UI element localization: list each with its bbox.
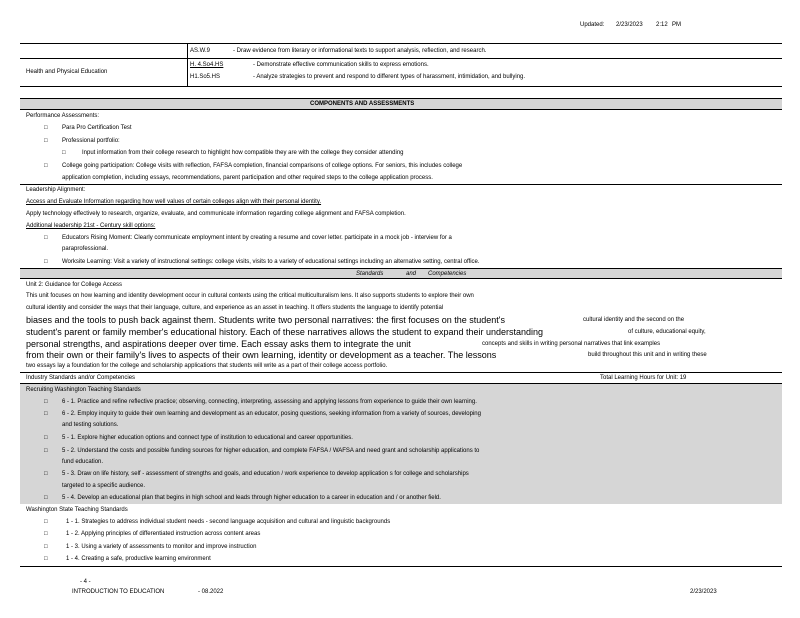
leadership-line: Access and Evaluate Information regarding how well values of certain colleges align with their personal identity. <box>26 199 322 205</box>
standard-code: AS.W.9 <box>190 48 211 54</box>
bullet-icon: □ <box>44 235 48 241</box>
table-rule <box>20 58 782 59</box>
table-rule <box>20 86 782 87</box>
unit-paragraph: concepts and skills in writing personal narratives that link examples <box>482 341 661 347</box>
list-subitem: Input information from their college research to highlight how compatible they are with the college they consider attending <box>82 150 404 156</box>
standard-item: 6 - 1. Practice and refine reflective practice; observing, connecting, interpreting, assessing and applying lessons from experience to guide their own learning. <box>62 399 477 405</box>
unit-paragraph: This unit focuses on how learning and identity development occur in cultural contexts using the critical multiculturalism lens. It also supports students to explore their own <box>26 293 474 299</box>
standard-code: H. 4.So4.HS <box>190 62 224 68</box>
section-title: and <box>406 271 417 277</box>
section-rule <box>20 372 782 373</box>
performance-heading: Performance Assessments: <box>26 113 100 119</box>
bullet-icon: □ <box>44 399 48 405</box>
standard-item-continued: targeted to a specific audience. <box>62 483 146 489</box>
unit-paragraph-large: personal strengths, and aspirations deeper over time. Each essay asks them to integrate the unit <box>26 339 411 349</box>
updated-date: 2/23/2023 <box>616 22 643 28</box>
bullet-icon: □ <box>44 519 48 525</box>
list-item: Professional portfolio: <box>62 138 120 144</box>
leadership-line: Apply technology effectively to research, organize, evaluate, and communicate information regarding college alignment and FAFSA completion. <box>26 211 406 217</box>
unit-paragraph: cultural identity and consider the ways that their language, culture, and experience as an asset in teaching. It offers students the language to identify potential <box>26 305 444 311</box>
section-title: COMPONENTS AND ASSESSMENTS <box>310 101 415 107</box>
section-rule <box>20 268 782 269</box>
standard-item: 1 - 1. Strategies to address individual student needs - second language acquisition and cultural and linguistic backgrounds <box>66 519 391 525</box>
bullet-icon: □ <box>44 163 48 169</box>
unit-paragraph: two essays lay a foundation for the college and scholarship applications that students will write as a part of their college access portfolio. <box>26 363 388 369</box>
total-hours: Total Learning Hours for Unit: 19 <box>600 375 687 381</box>
bullet-icon: □ <box>62 150 66 156</box>
subject-label: Health and Physical Education <box>26 69 108 75</box>
updated-time: 2:12 <box>656 22 668 28</box>
list-item: Educators Rising Moment: Clearly communicate employment intent by creating a resume and cover letter. participate in a mock job - interview for a <box>62 235 452 241</box>
standard-item: 5 - 2. Understand the costs and possible funding sources for higher education, and complete FAFSA / WAFSA and need grant and scholarship applications to <box>62 448 480 454</box>
section-bar <box>20 268 782 278</box>
updated-label: Updated: <box>580 22 605 28</box>
unit-title: Unit 2: Guidance for College Access <box>26 282 123 288</box>
unit-paragraph: build throughout this unit and in writing these <box>588 352 707 358</box>
table-divider <box>187 43 188 86</box>
washington-heading: Washington State Teaching Standards <box>26 507 128 513</box>
bullet-icon: □ <box>44 138 48 144</box>
list-item: Para Pro Certification Test <box>62 125 132 131</box>
section-rule <box>20 278 782 279</box>
list-item-continued: application completion, including essays, recommendations, parent participation and other required steps to the college application process. <box>62 175 433 181</box>
standard-item: 5 - 3. Draw on life history, self - assessment of strengths and goals, and education / work experience to develop application s for college and scholarships <box>62 471 469 477</box>
standard-item-continued: and testing solutions. <box>62 422 119 428</box>
industry-heading: Industry Standards and/or Competencies <box>26 375 136 381</box>
section-title: Standards <box>356 271 384 277</box>
standard-item: 1 - 4. Creating a safe, productive learning environment <box>66 556 211 562</box>
recruiting-heading: Recruiting Washington Teaching Standards <box>26 387 141 393</box>
standard-item-continued: fund education. <box>62 459 104 465</box>
section-rule <box>20 184 782 185</box>
table-rule <box>20 43 782 44</box>
standard-item: 1 - 2. Applying principles of differentiated instruction across content areas <box>66 531 261 537</box>
bullet-icon: □ <box>44 471 48 477</box>
bullet-icon: □ <box>44 495 48 501</box>
bullet-icon: □ <box>44 411 48 417</box>
standard-text: - Draw evidence from literary or informational texts to support analysis, reflection, and research. <box>233 48 487 54</box>
footer-course: INTRODUCTION TO EDUCATION <box>72 589 165 595</box>
section-title: Competencies <box>428 271 467 277</box>
unit-paragraph: of culture, educational equity, <box>628 329 706 335</box>
unit-paragraph-large: student's parent or family member's educational history. Each of these narratives allows the student to expand their understanding <box>26 327 544 337</box>
standard-code: H1.So5.HS <box>190 74 221 80</box>
leadership-line: Additional leadership 21st - Century skill options: <box>26 223 156 229</box>
unit-paragraph-large: from their own or their family's lives to aspects of their own learning, identity or development as a teacher. The lessons <box>26 350 497 360</box>
footer-version: - 08.2022 <box>198 589 224 595</box>
standard-item: 5 - 1. Explore higher education options and connect type of institution to educational and career opportunities. <box>62 435 353 441</box>
list-item: College going participation: College visits with reflection, FAFSA completion, financial comparisons of college options. For seniors, this includes college <box>62 163 463 169</box>
bullet-icon: □ <box>44 435 48 441</box>
bullet-icon: □ <box>44 125 48 131</box>
bullet-icon: □ <box>44 259 48 265</box>
updated-ampm: PM <box>672 22 681 28</box>
unit-paragraph-large: biases and the tools to push back against them. Students write two personal narratives: the first focuses on the student's <box>26 315 505 325</box>
footer-date: 2/23/2023 <box>690 589 717 595</box>
page-number: - 4 - <box>80 579 91 585</box>
section-rule <box>20 566 782 567</box>
standard-item: 6 - 2. Employ inquiry to guide their own learning and development as an educator, posing questions, seeking information from a variety of sources, developing <box>62 411 481 417</box>
standard-item: 5 - 4. Develop an educational plan that begins in high school and leads through higher education to a career in education and / or another field. <box>62 495 441 501</box>
bullet-icon: □ <box>44 448 48 454</box>
standard-item: 1 - 3. Using a variety of assessments to monitor and improve instruction <box>66 544 257 550</box>
section-rule <box>20 109 782 110</box>
list-item-continued: paraprofessional. <box>62 246 109 252</box>
bullet-icon: □ <box>44 544 48 550</box>
standard-text: - Analyze strategies to prevent and respond to different types of harassment, intimidation, and bullying. <box>253 74 526 80</box>
standard-text: - Demonstrate effective communication skills to express emotions. <box>253 62 429 68</box>
bullet-icon: □ <box>44 556 48 562</box>
leadership-heading: Leadership Alignment: <box>26 187 86 193</box>
unit-paragraph: cultural identity and the second on the <box>583 317 685 323</box>
list-item: Worksite Learning: Visit a variety of instructional settings: college visits, visits to a variety of educational settings including an alternative setting, central office. <box>62 259 480 265</box>
bullet-icon: □ <box>44 531 48 537</box>
section-rule <box>20 98 782 99</box>
